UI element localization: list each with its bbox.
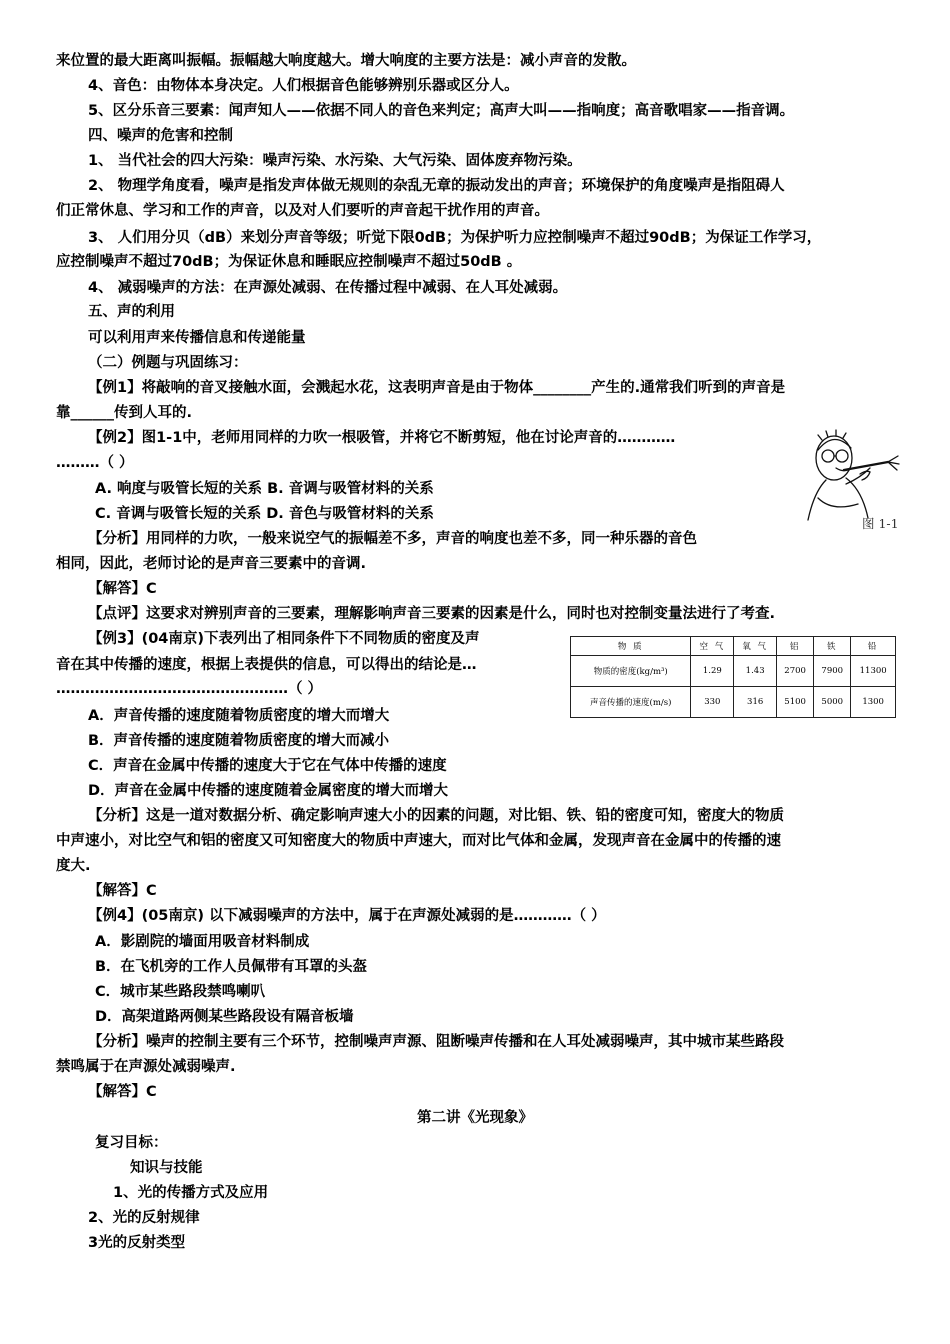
text-line: 相同，因此，老师讨论的是声音三要素中的音调. [56,556,367,572]
table-header-cell: 物 质 [571,637,691,656]
section-heading: 四、噪声的危害和控制 [88,128,233,144]
text-line: ………（ ） [56,455,134,471]
text-line: 【例4】(05南京) 以下减弱噪声的方法中，属于在声源处减弱的是…………（ ） [88,908,606,924]
section-heading: （二）例题与巩固练习： [88,355,248,371]
table-header-cell: 铅 [851,637,896,656]
teacher-blowing-straw-illustration [796,428,906,528]
table-header-cell: 氧 气 [734,637,777,656]
text-line: 4、 减弱噪声的方法：在声源处减弱、在传播过程中减弱、在人耳处减弱。 [88,280,568,296]
answer-option: D．声音在金属中传播的速度随着金属密度的增大而增大 [88,783,449,799]
text-line: 【例3】(04南京)下表列出了相同条件下不同物质的密度及声 [88,631,480,647]
table-cell: 316 [734,687,777,718]
text-line: 【例1】将敲响的音叉接触水面，会溅起水花，这表明声音是由于物体________产生的.通常我们听到的声音是 [88,380,786,396]
text-line: 【解答】C [88,1084,157,1100]
text-line: 5、区分乐音三要素：闻声知人——依据不同人的音色来判定；高声大叫——指响度；高音歌唱家——指音调。 [88,103,795,119]
lecture-title: 第二讲《光现象》 [417,1110,533,1126]
text-line: 3、 人们用分贝（dB）来划分声音等级；听觉下限0dB；为保护听力应控制噪声不超过90dB；为保证工作学习， [88,230,822,246]
table-cell: 330 [691,687,734,718]
text-line: 靠______传到人耳的. [56,405,193,421]
table-cell: 7900 [814,656,851,687]
text-line: 【分析】用同样的力吹，一般来说空气的振幅差不多，声音的响度也差不多，同一种乐器的音色 [88,531,697,547]
table-header-cell: 空 气 [691,637,734,656]
text-line: 禁鸣属于在声源处减弱噪声. [56,1059,236,1075]
answer-option: B．在飞机旁的工作人员佩带有耳罩的头盔 [95,959,368,975]
table-cell: 11300 [851,656,896,687]
answer-option: C．声音在金属中传播的速度大于它在气体中传播的速度 [88,758,447,774]
answer-option: A．影剧院的墙面用吸音材料制成 [95,934,310,950]
text-line: 中声速小，对比空气和铝的密度又可知密度大的物质中声速大，而对比气体和金属，发现声音在金属中的传播的速 [56,833,781,849]
text-line: 【点评】这要求对辨别声音的三要素，理解影响声音三要素的因素是什么，同时也对控制变量法进行了考查. [88,606,776,622]
text-line: 来位置的最大距离叫振幅。振幅越大响度越大。增大响度的主要方法是：减小声音的发散。 [56,53,636,69]
answer-option: D．高架道路两侧某些路段设有隔音板墙 [95,1009,354,1025]
density-speed-table [570,636,896,718]
text-line: 4、音色：由物体本身决定。人们根据音色能够辨别乐器或区分人。 [88,78,519,94]
text-line: 2、光的反射规律 [88,1210,200,1226]
text-line: 度大. [56,858,91,874]
table-cell: 1.29 [691,656,734,687]
table-cell: 1.43 [734,656,777,687]
text-line: 1、光的传播方式及应用 [113,1185,269,1201]
table-cell: 2700 [777,656,814,687]
answer-option: C．城市某些路段禁鸣喇叭 [95,984,266,1000]
text-line: 【分析】噪声的控制主要有三个环节，控制噪声声源、阻断噪声传播和在人耳处减弱噪声，其中城市某些路段 [88,1034,784,1050]
table-cell: 1300 [851,687,896,718]
answer-option: A．声音传播的速度随着物质密度的增大而增大 [88,708,390,724]
text-line: 2、 物理学角度看，噪声是指发声体做无规则的杂乱无章的振动发出的声音；环境保护的角度噪声是指阻碍人 [88,178,785,194]
table-row [571,656,896,687]
text-line: 复习目标： [95,1135,168,1151]
answer-option: B．声音传播的速度随着物质密度的增大而减小 [88,733,390,749]
table-header-cell: 铝 [777,637,814,656]
text-line: 应控制噪声不超过70dB；为保证休息和睡眠应控制噪声不超过50dB 。 [56,254,522,270]
table-header-row [571,637,896,656]
table-cell: 5000 [814,687,851,718]
text-line: 3光的反射类型 [88,1235,186,1251]
text-line: 【解答】C [88,581,157,597]
text-line: 知识与技能 [130,1160,203,1176]
table-header-cell: 铁 [814,637,851,656]
row-label: 声音传播的速度(m/s) [571,687,691,718]
section-heading: 五、声的利用 [88,304,175,320]
text-line: 【例2】图1-1中，老师用同样的力吹一根吸管，并将它不断剪短，他在讨论声音的………… [88,430,676,446]
table-row [571,687,896,718]
table-cell: 5100 [777,687,814,718]
text-line: 们正常休息、学习和工作的声音，以及对人们要听的声音起干扰作用的声音。 [56,203,549,219]
text-line: …………………………………………（ ） [56,681,323,697]
answer-option: C. 音调与吸管长短的关系 D. 音色与吸管材料的关系 [95,506,434,522]
answer-option: A. 响度与吸管长短的关系 B. 音调与吸管材料的关系 [95,481,434,497]
text-line: 1、 当代社会的四大污染：噪声污染、水污染、大气污染、固体废弃物污染。 [88,153,582,169]
text-line: 【解答】C [88,883,157,899]
text-line: 音在其中传播的速度，根据上表提供的信息，可以得出的结论是… [56,657,477,673]
row-label: 物质的密度(kg/m³) [571,656,691,687]
text-line: 可以利用声来传播信息和传递能量 [88,330,306,346]
figure-caption: 图 1-1 [862,516,899,531]
text-line: 【分析】这是一道对数据分析、确定影响声速大小的因素的问题，对比铝、铁、铅的密度可知，密度大的物质 [88,808,784,824]
